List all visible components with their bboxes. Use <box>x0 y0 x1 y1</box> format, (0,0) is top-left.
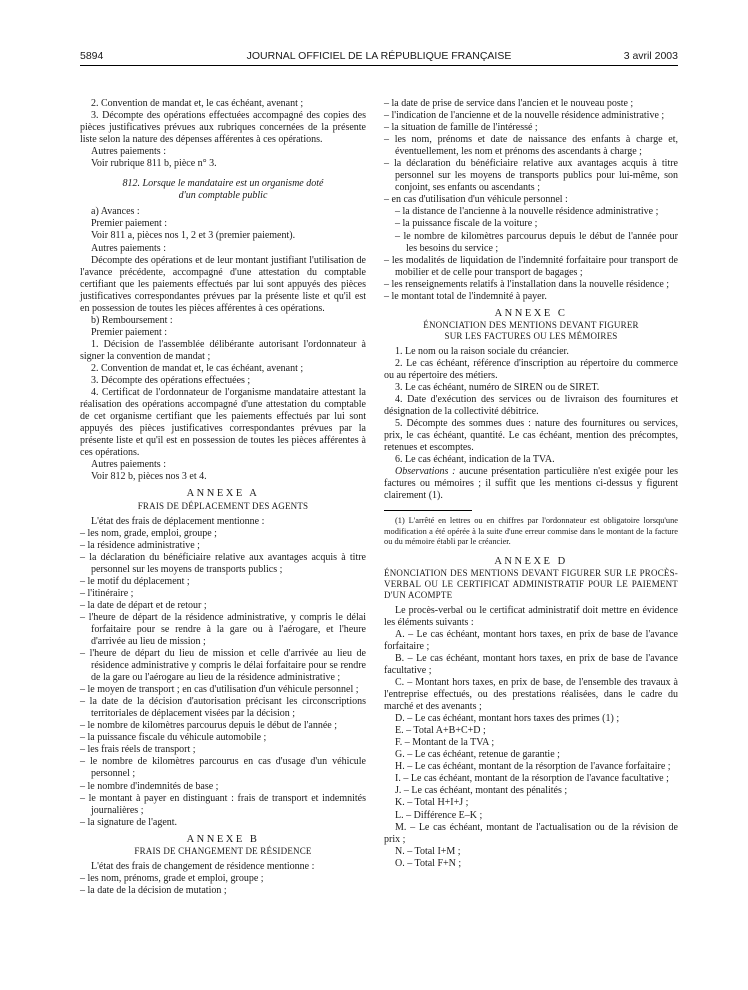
list-item: – le nombre de kilomètres parcourus depuis le début de l'année ; <box>80 720 337 732</box>
paragraph: Voir rubrique 811 b, pièce n° 3. <box>91 158 217 170</box>
list-item: 3. Le cas échéant, numéro de SIREN ou de SIRET. <box>395 381 600 393</box>
paragraph: 3. Décompte des opérations effectuées ; <box>91 375 251 387</box>
list-item: – la signature de l'agent. <box>80 816 178 828</box>
list-item: O. – Total F+N ; <box>395 857 462 869</box>
sub-list-item: – le nombre de kilomètres parcourus depuis le début de l'année pour les besoins du service ; <box>395 230 678 254</box>
journal-title: JOURNAL OFFICIEL DE LA RÉPUBLIQUE FRANÇAISE <box>246 50 512 62</box>
list-item: – le nombre d'indemnités de base ; <box>80 780 219 792</box>
list-item: – la puissance fiscale du véhicule automobile ; <box>80 732 267 744</box>
list-item: 4. Date d'exécution des services ou de livraison des fournitures et désignation de la collectivité débitrice. <box>384 394 678 418</box>
list-item: – la résidence administrative ; <box>80 539 200 551</box>
observations-text: aucune présentation particulière n'est exigée pour les factures ou mémoires ; il suffit que les mentions ci-dessus y figurent clairement (1). <box>384 466 678 502</box>
annex-a-title: ANNEXE A <box>186 488 260 500</box>
paragraph: Premier paiement : <box>91 218 168 230</box>
list-item: – en cas d'utilisation d'un véhicule personnel : <box>384 194 568 206</box>
list-item: – les nom, prénoms et date de naissance des enfants à charge et, éventuellement, les nom et prénoms des ascendants à charge ; <box>384 134 678 158</box>
annex-b-title: ANNEXE B <box>186 833 260 845</box>
list-item: H. – Le cas échéant, montant de la résorption de l'avance forfaitaire ; <box>395 761 671 773</box>
list-item: 2. Le cas échéant, référence d'inscription au répertoire du commerce ou au répertoire des métiers. <box>384 357 678 381</box>
paragraph: a) Avances : <box>91 206 140 218</box>
paragraph: Autres paiements : <box>91 459 166 471</box>
observations-label: Observations : <box>395 466 456 478</box>
list-item: – l'heure de départ de la résidence administrative, y compris le délai forfaitaire pour se rendre à la gare ou à l'aérogare, et l'heure d'arrivée au lieu de mission ; <box>80 611 366 647</box>
list-item: E. – Total A+B+C+D ; <box>395 725 486 737</box>
list-item: – la situation de famille de l'intéressé ; <box>384 122 538 134</box>
paragraph: 3. Décompte des opérations effectuées accompagné des copies des pièces justificatives prévues aux rubriques concernées de la présente liste selon la nature des dépenses afférentes à ces opérations. <box>80 110 366 146</box>
footnote: (1) L'arrêté en lettres ou en chiffres par l'ordonnateur est obligatoire lorsqu'une modification a été opérée à la suite d'une erreur commise dans le montant de la facture ou du mémoire établi par le créancier. <box>384 516 678 547</box>
list-item: G. – Le cas échéant, retenue de garantie ; <box>395 749 560 761</box>
paragraph: Premier paiement : <box>91 326 168 338</box>
list-item: – l'heure de départ du lieu de mission et celle d'arrivée au lieu de résidence administrative y compris le délai forfaitaire pour se rendre de la gare ou l'aérogare au lieu de la résidence administrative ; <box>80 648 366 684</box>
footnote-rule <box>384 510 472 511</box>
publication-date: 3 avril 2003 <box>623 50 678 62</box>
list-item: – le nombre de kilomètres parcourus en cas d'usage d'un véhicule personnel ; <box>80 756 366 780</box>
list-item: M. – Le cas échéant, montant de l'actualisation ou de la révision de prix ; <box>384 821 678 845</box>
list-item: J. – Le cas échéant, montant des pénalités ; <box>395 785 568 797</box>
list-item: N. – Total I+M ; <box>395 845 461 857</box>
header-rule <box>80 65 678 66</box>
annex-a-subtitle: FRAIS DE DÉPLACEMENT DES AGENTS <box>137 500 309 511</box>
list-item: – le motif du déplacement ; <box>80 575 190 587</box>
list-item: – l'indication de l'ancienne et de la nouvelle résidence administrative ; <box>384 110 665 122</box>
list-item: – le montant total de l'indemnité à payer. <box>384 290 547 302</box>
right-column <box>384 98 678 870</box>
paragraph: 2. Convention de mandat et, le cas échéant, avenant ; <box>91 98 304 109</box>
paragraph: b) Remboursement : <box>91 314 173 326</box>
paragraph: Autres paiements : <box>91 242 166 254</box>
list-item: K. – Total H+I+J ; <box>395 797 469 809</box>
annex-c-subtitle: ÉNONCIATION DES MENTIONS DEVANT FIGURER SUR LES FACTURES OU LES MÉMOIRES <box>423 319 639 341</box>
sub-list-item: – la puissance fiscale de la voiture ; <box>395 218 538 230</box>
paragraph: Décompte des opérations et de leur montant justifiant l'utilisation de l'avance précédente, accompagné d'une attestation du comptable certifiant que les paiements effectués par lui sont appuyés des pièces justificatives correspondantes prévues par la présente liste et qu'il est en possession de toutes les pièces afférentes à ces opérations. <box>80 254 366 314</box>
list-item: – la déclaration du bénéficiaire relative aux avantages acquis à titre personnel sur les moyens de transports publics pour lui-même, son conjoint, ses enfants ou ascendants ; <box>384 158 678 194</box>
annex-a-intro: L'état des frais de déplacement mentionne : <box>91 515 265 527</box>
list-item: 5. Décompte des sommes dues : nature des fournitures ou services, prix, le cas échéant, quantité. Le cas échéant, mention des précomptes, retenues et escomptes. <box>384 418 678 454</box>
list-item: C. – Montant hors taxes, en prix de base, de l'ensemble des travaux à l'entreprise effectués, ou des prestations réalisées, dans le cadre du marché et des avenants ; <box>384 677 678 713</box>
annex-a-list <box>80 528 366 829</box>
list-item: F. – Montant de la TVA ; <box>395 737 495 749</box>
observations <box>384 466 678 502</box>
list-item: D. – Le cas échéant, montant hors taxes des primes (1) ; <box>395 713 620 725</box>
list-item: – l'itinéraire ; <box>80 587 134 599</box>
list-item: – la date de prise de service dans l'ancien et le nouveau poste ; <box>384 98 634 109</box>
list-item: L. – Différence E–K ; <box>395 809 483 821</box>
list-item: B. – Le cas échéant, montant hors taxes, en prix de base de l'avance facultative ; <box>384 652 678 676</box>
list-item: – les renseignements relatifs à l'installation dans la nouvelle résidence ; <box>384 278 670 290</box>
sub-list-item: – la distance de l'ancienne à la nouvelle résidence administrative ; <box>395 206 659 218</box>
list-item: 1. Le nom ou la raison sociale du créancier. <box>395 345 569 357</box>
list-item: – la date de la décision d'autorisation précisant les circonscriptions territoriales de déplacement visées par la décision ; <box>80 696 366 720</box>
list-item: – les nom, prénoms, grade et emploi, groupe ; <box>80 872 264 884</box>
paragraph: 4. Certificat de l'ordonnateur de l'organisme mandataire attestant la réalisation des opérations accompagné d'une attestation du comptable de cet organisme certifiant que les paiements effectués par lui sont appuyés des pièces justificatives correspondantes prévues par la présente liste et qu'il est en possession de toutes les pièces afférentes à ces opérations. <box>80 387 366 459</box>
annex-d-title: ANNEXE D <box>494 555 568 567</box>
page-number: 5894 <box>80 50 104 62</box>
annex-c-title: ANNEXE C <box>494 307 568 319</box>
list-item: – le moyen de transport ; en cas d'utilisation d'un véhicule personnel ; <box>80 684 359 696</box>
paragraph: 2. Convention de mandat et, le cas échéant, avenant ; <box>91 362 304 374</box>
list-item: I. – Le cas échéant, montant de la résorption de l'avance facultative ; <box>395 773 669 785</box>
list-item: A. – Le cas échéant, montant hors taxes, en prix de base de l'avance forfaitaire ; <box>384 628 678 652</box>
paragraph: 1. Décision de l'assemblée délibérante autorisant l'ordonnateur à signer la convention de mandat ; <box>80 338 366 362</box>
paragraph: Voir 811 a, pièces nos 1, 2 et 3 (premier paiement). <box>91 230 296 242</box>
annex-b-subtitle: FRAIS DE CHANGEMENT DE RÉSIDENCE <box>134 845 312 856</box>
annex-b-intro: L'état des frais de changement de résidence mentionne : <box>91 860 315 872</box>
left-column <box>80 98 366 897</box>
list-item: – les frais réels de transport ; <box>80 744 196 756</box>
paragraph: Autres paiements : <box>91 146 166 158</box>
section-heading-812: 812. Lorsque le mandataire est un organisme doté d'un comptable public <box>122 178 324 202</box>
list-item: – la déclaration du bénéficiaire relative aux avantages acquis à titre personnel sur les moyens de transports publics ; <box>80 551 366 575</box>
list-item: – les modalités de liquidation de l'indemnité forfaitaire pour transport de mobilier et de celle pour transport de bagages ; <box>384 254 678 278</box>
list-item: 6. Le cas échéant, indication de la TVA. <box>395 454 555 466</box>
list-item: – le montant à payer en distinguant : frais de transport et indemnités journalières ; <box>80 792 366 816</box>
annex-d-subtitle: ÉNONCIATION DES MENTIONS DEVANT FIGURER SUR LE PROCÈS-VERBAL OU LE CERTIFICAT ADMINISTRATIF POUR LE PAIEMENT D'UN ACOMPTE <box>384 567 678 600</box>
list-item: – la date de la décision de mutation ; <box>80 884 227 896</box>
list-item: – les nom, grade, emploi, groupe ; <box>80 527 217 539</box>
list-item: – la date de départ et de retour ; <box>80 599 207 611</box>
paragraph: Voir 812 b, pièces nos 3 et 4. <box>91 471 207 483</box>
page-header <box>80 50 678 64</box>
annex-d-intro: Le procès-verbal ou le certificat administratif doit mettre en évidence les éléments suivants : <box>384 604 678 628</box>
